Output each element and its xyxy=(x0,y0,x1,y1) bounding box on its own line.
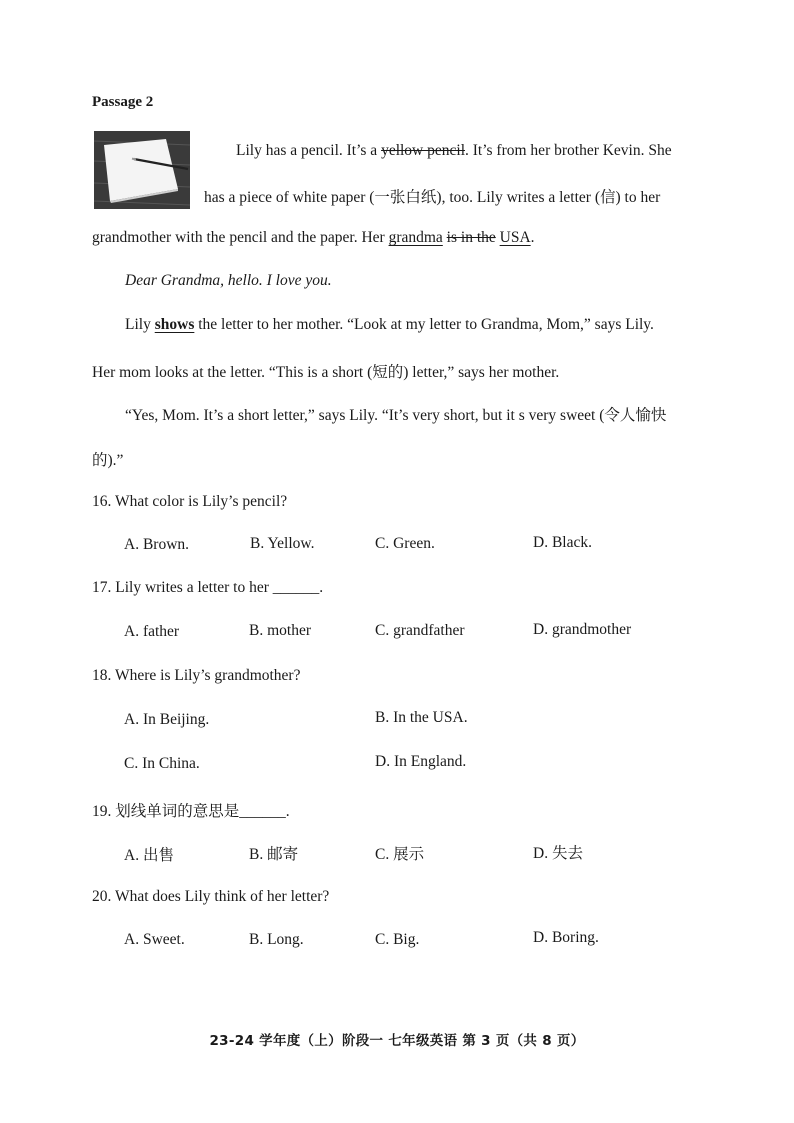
passage-line-2: has a piece of white paper (一张白纸), too. Lily writes a letter (信) to her xyxy=(204,189,661,206)
question-16: 16. What color is Lily’s pencil? xyxy=(92,493,288,510)
passage-title: Passage 2 xyxy=(92,94,154,110)
paper-pencil-photo xyxy=(94,131,190,209)
struck-phrase: is in the xyxy=(446,229,496,246)
option-18-a: A. In Beijing. xyxy=(124,711,210,728)
option-19-b: B. 邮寄 xyxy=(249,846,299,863)
option-17-d: D. grandmother xyxy=(533,621,632,638)
passage-line-7: “Yes, Mom. It’s a short letter,” says Lily. “It’s very short, but it s very sweet (令人愉快 xyxy=(125,407,667,424)
marked-word-usa: USA xyxy=(499,229,531,246)
question-20: 20. What does Lily think of her letter? xyxy=(92,888,330,905)
question-18: 18. Where is Lily’s grandmother? xyxy=(92,667,301,684)
passage-line-5 xyxy=(125,316,654,334)
option-16-a: A. Brown. xyxy=(124,536,190,553)
option-19-c: C. 展示 xyxy=(375,846,425,863)
option-19-a: A. 出售 xyxy=(124,847,174,864)
highlighted-phrase-yellow-pencil: yellow pencil xyxy=(381,142,465,159)
text-segment: the letter to her mother. “Look at my letter to Grandma, Mom,” says Lily. xyxy=(194,316,654,333)
question-17: 17. Lily writes a letter to her ______. xyxy=(92,579,324,596)
option-16-d: D. Black. xyxy=(533,534,592,551)
option-20-c: C. Big. xyxy=(375,931,420,948)
passage-line-8: 的).” xyxy=(92,452,124,469)
option-17-a: A. father xyxy=(124,623,180,640)
text-segment: grandmother with the pencil and the paper. Her xyxy=(92,229,389,246)
option-16-c: C. Green. xyxy=(375,535,435,552)
page-footer: 23-24 学年度（上）阶段一 七年级英语 第 3 页（共 8 页） xyxy=(209,1033,585,1049)
passage-line-6: Her mom looks at the letter. “This is a short (短的) letter,” says her mother. xyxy=(92,364,560,381)
option-19-d: D. 失去 xyxy=(533,845,583,862)
text-segment: . It’s from her brother Kevin. She xyxy=(465,142,672,159)
option-18-c: C. In China. xyxy=(124,755,200,772)
option-20-b: B. Long. xyxy=(249,931,304,948)
text-segment: Lily has a pencil. It’s a xyxy=(236,142,382,159)
question-19: 19. 划线单词的意思是______. xyxy=(92,803,290,820)
letter-text: Dear Grandma, hello. I love you. xyxy=(125,272,332,289)
text-segment: Lily xyxy=(125,316,155,333)
option-17-c: C. grandfather xyxy=(375,622,465,639)
marked-word-grandma: grandma xyxy=(388,229,443,246)
option-18-b: B. In the USA. xyxy=(375,709,468,726)
option-16-b: B. Yellow. xyxy=(250,535,315,552)
option-20-d: D. Boring. xyxy=(533,929,599,946)
option-20-a: A. Sweet. xyxy=(124,931,185,948)
underlined-word-shows: shows xyxy=(154,316,195,333)
option-18-d: D. In England. xyxy=(375,753,467,770)
text-segment: . xyxy=(530,229,535,246)
passage-line-3 xyxy=(92,229,535,247)
passage-line-1 xyxy=(236,142,672,160)
option-17-b: B. mother xyxy=(249,622,311,639)
